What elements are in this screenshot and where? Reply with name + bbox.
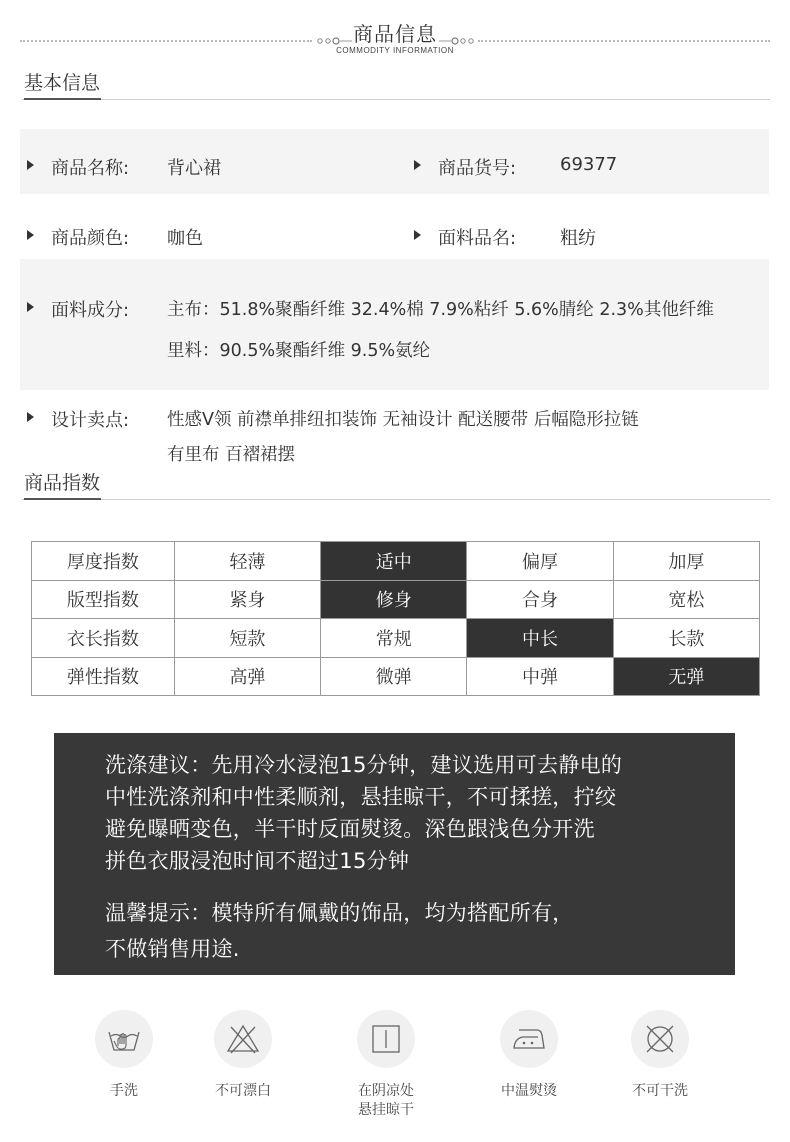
washing-line: 中性洗涤剂和中性柔顺剂，悬挂晾干，不可揉搓，拧绞	[105, 785, 617, 809]
index-option: 中弹	[467, 657, 613, 696]
iron-medium-icon	[500, 1010, 558, 1068]
care-item-iron-medium	[479, 1010, 579, 1101]
info-value: 里料：90.5%聚酯纤维 9.5%氨纶	[167, 341, 431, 361]
index-option: 微弹	[321, 657, 467, 696]
index-option: 短款	[174, 619, 320, 658]
index-option: 偏厚	[467, 542, 613, 581]
washing-line: 拼色衣服浸泡时间不超过15分钟	[105, 849, 410, 873]
index-row	[32, 657, 760, 696]
info-value: 主布：51.8%聚酯纤维 32.4%棉 7.9%粘纤 5.6%腈纶 2.3%其他纤维	[167, 300, 714, 320]
hand-wash-icon	[95, 1010, 153, 1068]
washing-line: 避免曝晒变色，半干时反面熨烫。深色跟浅色分开洗	[105, 817, 595, 841]
index-option-selected: 中长	[467, 619, 613, 658]
info-label: 商品货号:	[438, 158, 517, 179]
index-option: 轻薄	[174, 542, 320, 581]
index-option: 长款	[613, 619, 759, 658]
info-label: 商品颜色:	[51, 228, 130, 249]
info-value: 69377	[560, 154, 618, 175]
care-label-line: 悬挂晾干	[358, 1102, 414, 1118]
index-option-selected: 无弹	[613, 657, 759, 696]
info-value: 背心裙	[167, 158, 221, 179]
section-basic-info	[22, 70, 770, 100]
bullet-icon	[27, 302, 34, 312]
info-value: 有里布 百褶裙摆	[167, 445, 296, 465]
index-row-name: 版型指数	[32, 580, 175, 619]
section-title: 商品指数	[24, 472, 101, 494]
care-label-line: 在阴凉处	[358, 1083, 414, 1099]
line-dry-shade-icon	[357, 1010, 415, 1068]
info-value: 性感V领 前襟单排纽扣装饰 无袖设计 配送腰带 后幅隐形拉链	[167, 410, 639, 430]
no-bleach-icon	[214, 1010, 272, 1068]
index-row-name: 弹性指数	[32, 657, 175, 696]
info-band-3	[20, 259, 769, 390]
care-label	[336, 1082, 436, 1120]
care-item-hand-wash	[74, 1010, 174, 1101]
section-title-underline	[24, 498, 101, 500]
washing-advice-box	[54, 733, 735, 975]
bullet-icon	[27, 160, 34, 170]
care-item-no-dry-clean	[610, 1010, 710, 1101]
care-item-no-bleach	[193, 1010, 293, 1101]
info-value: 咖色	[167, 228, 203, 249]
index-option: 合身	[467, 580, 613, 619]
info-label: 设计卖点:	[51, 410, 130, 431]
section-index	[22, 470, 770, 500]
bullet-icon	[27, 230, 34, 240]
index-row	[32, 542, 760, 581]
index-row-name: 厚度指数	[32, 542, 175, 581]
no-dry-clean-icon	[631, 1010, 689, 1068]
care-label: 不可干洗	[632, 1083, 688, 1099]
index-table	[31, 541, 760, 696]
index-row-name: 衣长指数	[32, 619, 175, 658]
care-item-line-dry-shade	[336, 1010, 436, 1120]
info-label: 面料品名:	[438, 228, 517, 249]
section-title: 基本信息	[24, 72, 101, 94]
bullet-icon	[414, 230, 421, 240]
header	[0, 0, 790, 62]
page-title: 商品信息	[353, 22, 437, 46]
page-subtitle: COMMODITY INFORMATION	[336, 46, 454, 55]
index-option: 加厚	[613, 542, 759, 581]
index-option: 高弹	[174, 657, 320, 696]
care-label: 手洗	[110, 1083, 138, 1099]
index-option-selected: 修身	[321, 580, 467, 619]
bullet-icon	[27, 412, 34, 422]
info-band-1	[20, 129, 769, 194]
index-option: 常规	[321, 619, 467, 658]
info-value: 粗纺	[560, 228, 596, 249]
index-option-selected: 适中	[321, 542, 467, 581]
bullet-icon	[414, 160, 421, 170]
washing-line: 洗涤建议：先用冷水浸泡15分钟，建议选用可去静电的	[105, 753, 623, 777]
index-option: 宽松	[613, 580, 759, 619]
info-label: 商品名称:	[51, 158, 130, 179]
header-divider-right	[478, 40, 770, 42]
index-option: 紧身	[174, 580, 320, 619]
care-label: 中温熨烫	[501, 1083, 557, 1099]
index-row	[32, 580, 760, 619]
tip-line: 不做销售用途.	[105, 937, 240, 961]
section-title-underline	[24, 98, 101, 100]
info-label: 面料成分:	[51, 300, 130, 321]
tip-line: 温馨提示：模特所有佩戴的饰品，均为搭配所有，	[105, 901, 574, 925]
care-label: 不可漂白	[215, 1083, 271, 1099]
index-row	[32, 619, 760, 658]
